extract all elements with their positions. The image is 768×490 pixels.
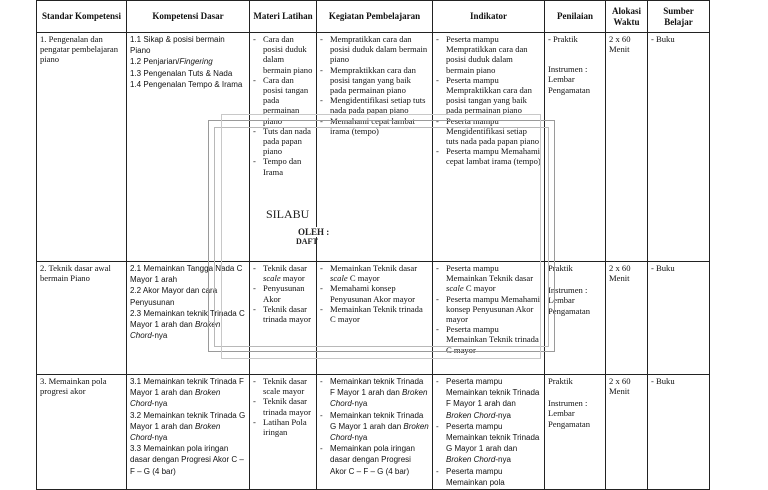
sumber-cell: - Buku — [648, 262, 710, 375]
header-penilaian: Penilaian — [545, 1, 606, 33]
kd-item: 3.1 Memainkan teknik Trinada F Mayor 1 arah dan Broken Chord-nya — [130, 377, 244, 409]
kd-item: 1.4 Pengenalan Tempo & Irama — [130, 79, 243, 89]
standar-cell: 2. Teknik dasar awal bermain Piano — [37, 262, 127, 375]
sumber-cell: - Buku — [648, 33, 710, 262]
list-item: - Mempratikkan cara dan posisi duduk dalam bermain piano — [320, 34, 428, 65]
list-item: - Teknik dasar trinada mayor — [253, 396, 311, 417]
list-item: - Peserta mampu Memainkan pola — [436, 466, 505, 487]
overlay-oleh: OLEH : — [298, 227, 330, 237]
kd-cell — [127, 375, 250, 490]
list-item: - Peserta mampu Mempraktikkan cara dan posisi tangan yang baik pada permainan piano — [436, 74, 532, 116]
kegiatan-cell — [317, 262, 433, 375]
kd-cell — [127, 33, 250, 262]
indikator-cell — [433, 262, 545, 375]
list-item: - Latihan Pola iringan — [253, 416, 307, 438]
alokasi-cell: 2 x 60 Menit — [606, 33, 648, 262]
standar-cell: 1. Pengenalan dan pengatar pembelajaran piano — [37, 33, 127, 262]
list-item: - Penyusunan Akor — [253, 283, 305, 304]
list-item: - Peserta mampu Memainkan teknik Trinada F Mayor 1 arah dan Broken Chord-nya — [436, 377, 540, 420]
list-item: - Memainkan Teknik dasar scale C mayor — [320, 263, 418, 284]
table-row — [37, 375, 710, 490]
header-alokasi: Alokasi Waktu — [606, 1, 648, 33]
list-item: - Memainkan Teknik trinada C mayor — [320, 303, 423, 325]
list-item: - Cara dan posisi duduk dalam bermain piano — [253, 34, 313, 75]
table-row — [37, 33, 710, 262]
materi-cell — [250, 262, 317, 375]
list-item: - Teknik dasar scale mayor — [253, 376, 308, 397]
header-row — [37, 1, 710, 33]
alokasi-cell: 2 x 60 Menit — [606, 375, 648, 490]
indikator-cell — [433, 33, 545, 262]
list-item: - Peserta mampu Memainkan Teknik trinada C mayor — [436, 324, 539, 355]
list-item: - Memainkan pola iringan dasar dengan Progresi Akor C – F – G (4 bar) — [320, 444, 415, 476]
penilaian-cell: Praktik Instrumen : Lembar Pengamatan — [545, 375, 606, 490]
materi-cell — [250, 375, 317, 490]
kd-item: 2.3 Memainkan teknik Trinada C Mayor 1 arah dan Broken Chord-nya — [130, 308, 245, 341]
alokasi-cell: 2 x 60 Menit — [606, 262, 648, 375]
penilaian-cell: Praktik Instrumen : Lembar Pengamatan — [545, 262, 606, 375]
overlay-cut-text: DAFT — [296, 237, 318, 246]
overlay-title: SILABU — [266, 207, 310, 221]
header-materi: Materi Latihan — [250, 1, 317, 33]
list-item: - Peserta mampu Memahami konsep Penyusunan Akor mayor — [436, 293, 541, 325]
kegiatan-cell — [317, 375, 433, 490]
list-item: - Tuts dan nada pada papan piano — [253, 125, 311, 157]
list-item: - Peserta mampu Mengidentifikasi setiap tuts nada pada papan piano — [436, 115, 540, 147]
list-item: - Peserta mampu Memainkan Teknik dasar scale C mayor — [436, 263, 534, 294]
list-item: - Mempraktikkan cara dan posisi tangan yang baik pada permainan piano — [320, 64, 416, 96]
list-item: - Teknik dasar trinada mayor — [253, 303, 311, 325]
standar-cell: 3. Memainkan pola progresi akor — [37, 375, 127, 490]
list-item: - Peserta mampu Memahami cepat lambat irama (tempo) — [436, 146, 541, 167]
list-item: - Tempo dan Irama — [253, 156, 302, 177]
kd-item: 1.3 Pengenalan Tuts & Nada — [130, 68, 233, 78]
kd-cell — [127, 262, 250, 375]
kd-item: 2.1 Memainkan Tangga Nada C Mayor 1 arah — [130, 264, 243, 285]
list-item: - Memahami cepat lambat irama (tempo) — [320, 115, 415, 136]
list-item: - Peserta mampu Mempratikkan cara dan posisi duduk dalam bermain piano — [436, 34, 528, 75]
kegiatan-cell — [317, 33, 433, 262]
list-item: - Teknik dasar scale mayor — [253, 263, 308, 284]
kd-item: 1.2 Penjarian/Fingering — [130, 57, 213, 67]
indikator-cell — [433, 375, 545, 490]
header-kegiatan: Kegiatan Pembelajaran — [317, 1, 433, 33]
list-item: - Memainkan teknik Trinada G Mayor 1 arah dan Broken Chord-nya — [320, 410, 429, 443]
syllabus-table — [36, 0, 710, 490]
header-sumber: Sumber Belajar — [648, 1, 710, 33]
kd-item: 2.2 Akor Mayor dan cara Penyusunan — [130, 286, 218, 307]
kd-item: 1.1 Sikap & posisi bermain Piano — [130, 35, 225, 56]
header-kd: Kompetensi Dasar — [127, 1, 250, 33]
header-indikator: Indikator — [433, 1, 545, 33]
sumber-cell: - Buku — [648, 375, 710, 490]
penilaian-cell: - Praktik Instrumen : Lembar Pengamatan — [545, 33, 606, 262]
list-item: - Peserta mampu Memainkan teknik Trinada G Mayor 1 arah dan Broken Chord-nya — [436, 421, 540, 465]
list-item: - Memahami konsep Penyusunan Akor mayor — [320, 283, 415, 304]
list-item: - Mengidentifikasi setiap tuts nada pada papan piano — [320, 95, 426, 116]
list-item: - Cara dan posisi tangan pada permainan piano — [253, 74, 309, 126]
list-item: - Memainkan teknik Trinada F Mayor 1 arah dan Broken Chord-nya — [320, 377, 428, 409]
table-row — [37, 262, 710, 375]
kd-item: 3.2 Memainkan teknik Trinada G Mayor 1 arah dan Broken Chord-nya — [130, 410, 246, 443]
header-standar: Standar Kompetensi — [37, 1, 127, 33]
kd-item: 3.3 Memainkan pola iringan dasar dengan Progresi Akor C – F – G (4 bar) — [130, 444, 244, 476]
